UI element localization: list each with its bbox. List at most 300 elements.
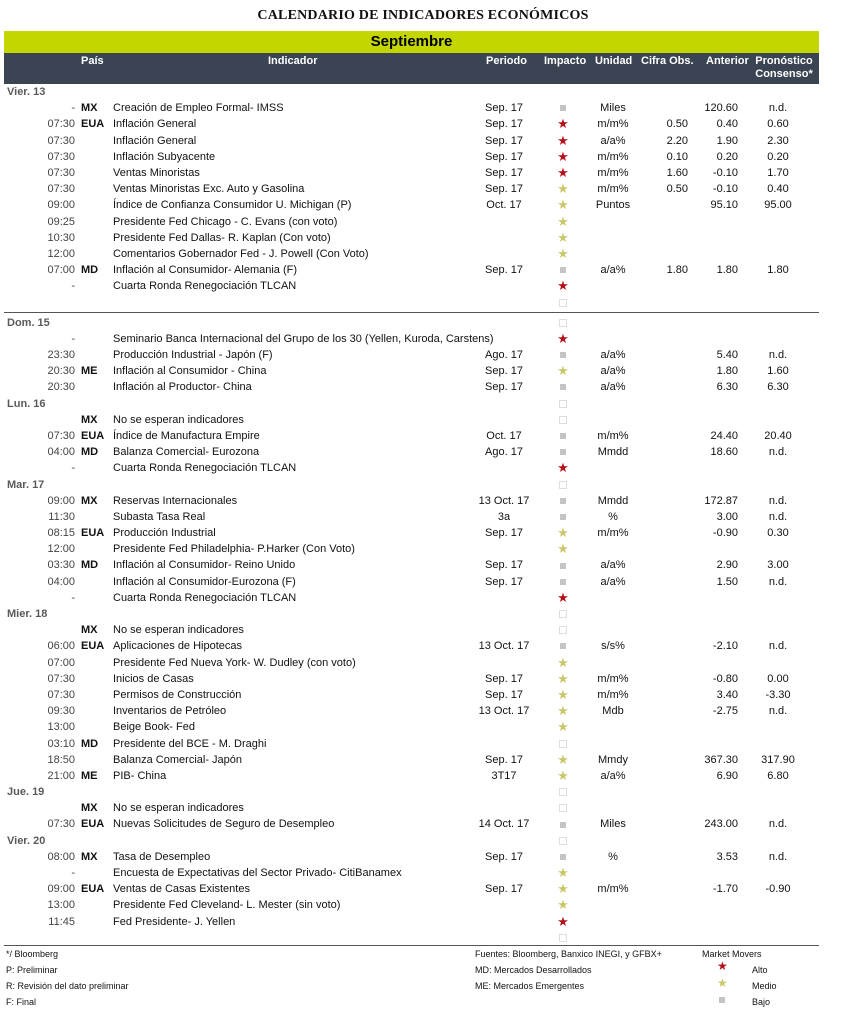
unit-cell: %	[608, 510, 618, 523]
table-row	[4, 197, 819, 213]
period-cell: 13 Oct. 17	[478, 705, 530, 718]
indicator-cell: Balanza Comercial- Japón	[113, 753, 243, 766]
indicator-cell: Inflación General	[113, 134, 197, 147]
table-row	[4, 460, 819, 476]
time-cell: 07:30	[47, 150, 75, 163]
forecast-cell: 317.90	[761, 753, 795, 766]
previous-cell: 243.00	[704, 818, 738, 831]
day-label: Dom. 15	[7, 316, 50, 329]
table-row	[4, 116, 819, 132]
unit-cell: m/m%	[597, 883, 629, 896]
forecast-cell: n.d.	[768, 850, 788, 863]
country-cell: EUA	[81, 527, 105, 540]
table-row	[4, 331, 819, 347]
time-cell: 07:30	[47, 183, 75, 196]
note-md: MD: Mercados Desarrollados	[475, 965, 592, 975]
unit-cell: m/m%	[597, 183, 629, 196]
previous-cell: 1.80	[716, 264, 738, 277]
table-row	[4, 525, 819, 541]
unit-cell: Mmdy	[598, 753, 628, 766]
indicator-cell: Encuesta de Expectativas del Sector Privado- CitiBanamex	[113, 867, 402, 879]
indicator-cell: Presidente Fed Nueva York- W. Dudley (con voto)	[113, 656, 356, 669]
previous-cell: -2.10	[712, 640, 738, 653]
table-row	[4, 622, 819, 638]
time-cell: -	[71, 280, 75, 293]
square-icon-bajo	[554, 494, 572, 508]
time-cell: 13:00	[47, 899, 75, 912]
col-indicador: Indicador	[268, 55, 318, 67]
star-icon-medio: ★	[717, 976, 728, 990]
time-cell: 10:30	[47, 231, 75, 244]
country-cell: ME	[81, 769, 98, 782]
indicator-cell: Inventarios de Petróleo	[113, 705, 227, 718]
unit-cell: %	[608, 850, 618, 863]
indicator-cell: Balanza Comercial- Eurozona	[113, 446, 260, 459]
legend-alto: Alto	[752, 965, 768, 975]
period-cell: Sep. 17	[485, 381, 523, 394]
square-icon-bajo	[554, 101, 572, 115]
previous-cell: 367.30	[704, 753, 738, 766]
observed-cell: 1.60	[666, 166, 688, 179]
table-row	[4, 687, 819, 703]
star-icon-alto: ★	[557, 460, 569, 476]
unit-cell: m/m%	[597, 429, 629, 442]
time-cell: -	[71, 462, 75, 475]
indicator-cell: Creación de Empleo Formal- IMSS	[113, 102, 284, 115]
table-row	[4, 444, 819, 460]
country-cell: MX	[81, 850, 98, 863]
day-label: Jue. 19	[7, 786, 45, 799]
indicator-cell: Presidente Fed Cleveland- L. Mester (sin voto)	[113, 899, 341, 912]
time-cell: 09:00	[47, 494, 75, 507]
star-icon-medio: ★	[557, 213, 569, 229]
star-icon-medio: ★	[557, 197, 569, 213]
table-row	[4, 133, 819, 149]
period-cell: Sep. 17	[485, 527, 523, 540]
star-icon-alto: ★	[557, 589, 569, 605]
unit-cell: a/a%	[600, 264, 626, 277]
table-row	[4, 849, 819, 865]
observed-cell: 0.50	[666, 118, 688, 131]
unit-cell: Miles	[600, 818, 626, 831]
empty-square-icon	[554, 316, 572, 330]
forecast-cell: 0.00	[767, 672, 789, 685]
star-icon-medio: ★	[557, 363, 569, 379]
time-cell: -	[71, 102, 75, 115]
indicator-cell: Inflación al Consumidor - China	[113, 365, 267, 378]
square-icon-bajo	[554, 639, 572, 653]
country-cell: MD	[81, 737, 99, 750]
table-row	[4, 165, 819, 181]
note-fuentes: Fuentes: Bloomberg, Banxico INEGI, y GFBX+	[475, 949, 662, 959]
forecast-cell: 0.30	[767, 527, 789, 540]
time-cell: 08:15	[47, 527, 75, 540]
period-cell: 13 Oct. 17	[478, 640, 530, 653]
unit-cell: a/a%	[600, 381, 626, 394]
country-cell: MX	[81, 494, 98, 507]
forecast-cell: n.d.	[768, 446, 788, 459]
period-cell: Sep. 17	[485, 559, 523, 572]
table-row	[4, 100, 819, 116]
period-cell: Sep. 17	[485, 365, 523, 378]
previous-cell: -0.10	[712, 166, 738, 179]
forecast-cell: 95.00	[764, 199, 792, 212]
unit-cell: m/m%	[597, 527, 629, 540]
month-banner: Septiembre	[4, 31, 819, 53]
indicator-cell: Presidente Fed Chicago - C. Evans (con voto)	[113, 215, 338, 228]
table-row	[4, 557, 819, 573]
country-cell: MD	[81, 264, 99, 277]
previous-cell: 18.60	[710, 446, 738, 459]
forecast-cell: 6.30	[767, 381, 789, 394]
period-cell: Sep. 17	[485, 166, 523, 179]
forecast-cell: n.d.	[768, 510, 788, 523]
unit-cell: a/a%	[600, 349, 626, 361]
empty-square-icon	[554, 834, 572, 848]
period-cell: Ago. 17	[485, 349, 523, 361]
unit-cell: a/a%	[600, 365, 626, 378]
indicator-cell: Reservas Internacionales	[113, 494, 238, 507]
period-cell: Sep. 17	[485, 753, 523, 766]
time-cell: 20:30	[47, 365, 75, 378]
time-cell: 07:00	[47, 264, 75, 277]
empty-square-icon	[554, 295, 572, 309]
period-cell: Sep. 17	[485, 688, 523, 701]
square-icon-bajo	[554, 558, 572, 572]
col-cifra-obs: Cifra Obs.	[641, 55, 694, 67]
square-icon-bajo	[554, 575, 572, 589]
time-cell: 07:30	[47, 672, 75, 685]
square-icon-bajo	[719, 994, 725, 1004]
country-cell: MD	[81, 559, 99, 572]
previous-cell: -0.10	[712, 183, 738, 196]
unit-cell: a/a%	[600, 559, 626, 572]
table-row	[4, 363, 819, 379]
unit-cell: Miles	[600, 102, 626, 115]
day-header	[4, 784, 819, 800]
table-row	[4, 181, 819, 197]
unit-cell: m/m%	[597, 166, 629, 179]
indicator-cell: Inflación al Consumidor-Eurozona (F)	[113, 575, 296, 588]
star-icon-medio: ★	[557, 525, 569, 541]
indicator-cell: Cuarta Ronda Renegociación TLCAN	[113, 462, 297, 475]
previous-cell: -1.70	[712, 883, 738, 896]
period-cell: Ago. 17	[485, 446, 523, 459]
indicator-cell: Ventas Minoristas Exc. Auto y Gasolina	[113, 183, 305, 196]
table-row	[4, 574, 819, 590]
day-header	[4, 477, 819, 493]
square-icon-bajo	[554, 445, 572, 459]
period-cell: Oct. 17	[486, 429, 522, 442]
forecast-cell: n.d.	[768, 575, 788, 588]
period-cell: Sep. 17	[485, 183, 523, 196]
forecast-cell: n.d.	[768, 349, 788, 361]
forecast-cell: 20.40	[764, 429, 792, 442]
indicator-cell: Ventas de Casas Existentes	[113, 883, 250, 896]
star-icon-medio: ★	[557, 719, 569, 735]
indicator-cell: Inflación al Consumidor- Alemania (F)	[113, 264, 298, 277]
table-row	[4, 230, 819, 246]
previous-cell: 24.40	[710, 429, 738, 442]
col-unidad: Unidad	[595, 55, 633, 67]
empty-square-icon	[554, 801, 572, 815]
day-header	[4, 833, 819, 849]
table-row	[4, 262, 819, 278]
empty-square-icon	[554, 413, 572, 427]
table-row	[4, 412, 819, 428]
unit-cell: Mmdd	[597, 494, 629, 507]
indicator-cell: Comentarios Gobernador Fed - J. Powell (Con Voto)	[113, 247, 369, 260]
forecast-cell: 0.20	[767, 150, 789, 163]
indicator-cell: Índice de Confianza Consumidor U. Michigan (P)	[113, 199, 352, 212]
time-cell: 06:00	[47, 640, 75, 653]
day-label: Vier. 13	[7, 86, 46, 98]
time-cell: 11:30	[48, 510, 75, 523]
country-cell: ME	[81, 365, 98, 378]
col-periodo: Periodo	[486, 55, 527, 67]
col-anterior: Anterior	[706, 55, 749, 67]
unit-cell: m/m%	[597, 688, 629, 701]
star-icon-alto: ★	[557, 132, 569, 148]
forecast-cell: -0.90	[765, 883, 791, 896]
time-cell: -	[71, 591, 75, 604]
indicator-cell: Presidente Fed Dallas- R. Kaplan (Con voto)	[113, 231, 331, 244]
unit-cell: a/a%	[600, 134, 626, 147]
day-header	[4, 315, 819, 331]
indicator-cell: Fed Presidente- J. Yellen	[113, 915, 236, 928]
table-row	[4, 509, 819, 525]
country-cell: MX	[81, 802, 98, 815]
indicator-cell: No se esperan indicadores	[113, 802, 244, 815]
period-cell: Sep. 17	[485, 672, 523, 685]
forecast-cell: n.d.	[768, 640, 788, 653]
time-cell: 07:00	[47, 656, 75, 669]
country-cell: MX	[81, 624, 98, 637]
period-cell: 3a	[497, 510, 511, 523]
forecast-cell: 3.00	[767, 559, 789, 572]
star-icon-alto: ★	[557, 164, 569, 180]
table-row	[4, 493, 819, 509]
period-cell: Sep. 17	[485, 264, 523, 277]
table-row	[4, 541, 819, 557]
time-cell: 09:00	[47, 883, 75, 896]
time-cell: 07:30	[47, 429, 75, 442]
time-cell: 04:00	[47, 575, 75, 588]
note-final: F: Final	[6, 997, 37, 1007]
table-row	[4, 736, 819, 752]
square-icon-bajo	[554, 380, 572, 394]
col-pronostico: Pronóstico Consenso*	[755, 55, 813, 80]
period-cell: Sep. 17	[485, 134, 523, 147]
star-icon-medio: ★	[557, 767, 569, 783]
note-preliminar: P: Preliminar	[6, 965, 58, 975]
forecast-cell: n.d.	[768, 818, 788, 831]
star-icon-alto: ★	[557, 913, 569, 929]
star-icon-medio: ★	[557, 881, 569, 897]
table-row	[4, 752, 819, 768]
day-header	[4, 396, 819, 412]
unit-cell: a/a%	[600, 575, 626, 588]
country-cell: EUA	[81, 818, 105, 831]
observed-cell: 0.10	[666, 150, 688, 163]
empty-square-icon	[554, 607, 572, 621]
period-cell: Oct. 17	[486, 199, 522, 212]
time-cell: 12:00	[47, 543, 75, 556]
time-cell: 07:30	[47, 134, 75, 147]
observed-cell: 2.20	[666, 134, 688, 147]
forecast-cell: 1.60	[767, 365, 789, 378]
indicator-cell: Inicios de Casas	[113, 672, 194, 685]
period-cell: Sep. 17	[485, 118, 523, 131]
table-row	[4, 671, 819, 687]
previous-cell: 120.60	[704, 102, 738, 115]
table-row	[4, 719, 819, 735]
indicator-cell: Inflación al Consumidor- Reino Unido	[113, 559, 296, 572]
star-icon-medio: ★	[557, 897, 569, 913]
observed-cell: 1.80	[666, 264, 688, 277]
period-cell: Sep. 17	[485, 102, 523, 115]
time-cell: 09:30	[47, 705, 75, 718]
previous-cell: 5.40	[716, 349, 738, 361]
time-cell: 07:30	[47, 818, 75, 831]
country-cell: EUA	[81, 883, 105, 896]
empty-square-icon	[554, 737, 572, 751]
indicator-cell: Inflación Subyacente	[113, 150, 216, 163]
blank-row	[4, 294, 819, 310]
square-icon-bajo	[554, 850, 572, 864]
previous-cell: -2.75	[712, 705, 738, 718]
unit-cell: m/m%	[597, 150, 629, 163]
star-icon-medio: ★	[557, 229, 569, 245]
day-label: Vier. 20	[7, 834, 46, 847]
square-icon-bajo	[554, 429, 572, 443]
unit-cell: s/s%	[601, 640, 625, 653]
note-bloomberg: */ Bloomberg	[6, 949, 59, 959]
time-cell: 03:30	[47, 559, 75, 572]
time-cell: 08:00	[47, 850, 75, 863]
indicator-cell: Beige Book- Fed	[113, 721, 195, 734]
period-cell: Sep. 17	[485, 850, 523, 863]
unit-cell: m/m%	[597, 118, 629, 131]
forecast-cell: n.d.	[768, 705, 788, 718]
star-icon-alto: ★	[557, 148, 569, 164]
unit-cell: Puntos	[595, 199, 631, 212]
empty-square-icon	[554, 623, 572, 637]
indicator-cell: PIB- China	[113, 769, 167, 782]
time-cell: 09:00	[47, 199, 75, 212]
star-icon-medio: ★	[557, 541, 569, 557]
table-row	[4, 897, 819, 913]
indicator-cell: Presidente del BCE - M. Draghi	[113, 737, 267, 750]
table-row	[4, 881, 819, 897]
page-title: CALENDARIO DE INDICADORES ECONÓMICOS	[257, 8, 589, 23]
country-cell: MD	[81, 446, 99, 459]
indicator-cell: No se esperan indicadores	[113, 413, 244, 426]
table-row	[4, 347, 819, 363]
indicator-cell: Producción Industrial	[113, 527, 216, 540]
period-cell: Sep. 17	[485, 883, 523, 896]
table-row	[4, 914, 819, 930]
indicator-table	[4, 84, 819, 946]
indicator-cell: Inflación al Productor- China	[113, 381, 252, 394]
table-row	[4, 278, 819, 294]
table-row	[4, 149, 819, 165]
indicator-cell: Cuarta Ronda Renegociación TLCAN	[113, 591, 297, 604]
forecast-cell: 1.80	[767, 264, 789, 277]
table-row	[4, 428, 819, 444]
star-icon-alto: ★	[557, 116, 569, 132]
indicator-cell: Inflación General	[113, 118, 197, 131]
previous-cell: 1.50	[716, 575, 738, 588]
unit-cell: a/a%	[600, 769, 626, 782]
indicator-cell: Seminario Banca Internacional del Grupo de los 30 (Yellen, Kuroda, Carstens)	[113, 332, 494, 345]
blank-row	[4, 930, 819, 946]
empty-square-icon	[554, 785, 572, 799]
table-row	[4, 214, 819, 230]
unit-cell: Mmdd	[597, 446, 629, 459]
table-row	[4, 703, 819, 719]
time-cell: 07:30	[47, 118, 75, 131]
star-icon-medio: ★	[557, 181, 569, 197]
indicator-cell: Nuevas Solicitudes de Seguro de Desempleo	[113, 818, 335, 831]
indicator-cell: Presidente Fed Philadelphia- P.Harker (Con Voto)	[113, 543, 355, 556]
country-cell: MX	[81, 102, 98, 115]
forecast-cell: n.d.	[768, 494, 788, 507]
indicator-cell: Producción Industrial - Japón (F)	[113, 349, 273, 361]
square-icon-bajo	[554, 817, 572, 831]
forecast-cell: 6.80	[767, 769, 789, 782]
legend-bajo: Bajo	[752, 997, 771, 1007]
time-cell: 09:25	[47, 215, 75, 228]
period-cell: 14 Oct. 17	[478, 818, 530, 831]
time-cell: 11:45	[48, 915, 75, 928]
previous-cell: 1.90	[716, 134, 738, 147]
col-impacto: Impacto	[544, 55, 587, 67]
period-cell: Sep. 17	[485, 150, 523, 163]
country-cell: EUA	[81, 429, 105, 442]
period-cell: 3T17	[491, 769, 517, 782]
time-cell: 20:30	[47, 381, 75, 394]
previous-cell: 3.53	[716, 850, 738, 863]
previous-cell: 172.87	[704, 494, 738, 507]
forecast-cell: -3.30	[765, 688, 791, 701]
square-icon-bajo	[554, 510, 572, 524]
forecast-cell: 1.70	[767, 166, 789, 179]
col-pais: País	[81, 55, 104, 67]
time-cell: 12:00	[47, 247, 75, 260]
star-icon-medio: ★	[557, 686, 569, 702]
time-cell: 21:00	[47, 769, 75, 782]
period-cell: Sep. 17	[485, 575, 523, 588]
table-row	[4, 800, 819, 816]
previous-cell: -0.90	[712, 527, 738, 540]
day-label: Mier. 18	[7, 608, 48, 620]
table-row	[4, 379, 819, 395]
table-row	[4, 246, 819, 262]
star-icon-medio: ★	[557, 245, 569, 261]
country-cell: EUA	[81, 640, 105, 653]
forecast-cell: n.d.	[768, 102, 788, 115]
star-icon-medio: ★	[557, 654, 569, 670]
day-header	[4, 84, 819, 100]
star-icon-alto: ★	[557, 278, 569, 294]
star-icon-medio: ★	[557, 670, 569, 686]
table-row	[4, 638, 819, 654]
time-cell: -	[71, 867, 75, 879]
table-header	[4, 53, 819, 84]
indicator-cell: Subasta Tasa Real	[113, 510, 206, 523]
day-label: Mar. 17	[7, 478, 45, 491]
